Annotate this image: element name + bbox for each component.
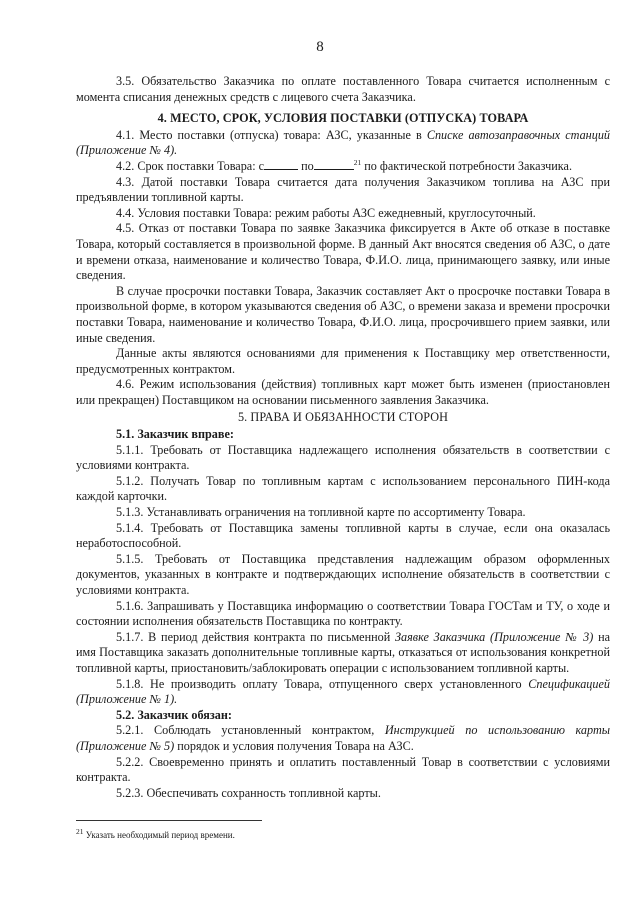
paragraph-5-1-3: 5.1.3. Устанавливать ограничения на топливной карте по ассортименту Товара. [116,505,526,520]
paragraph-5-1-4: 5.1.4. Требовать от Поставщика замены топливной карты в случае, если она оказалась неработоспособной. [76,520,610,551]
paragraph-4-5-delay: В случае просрочки поставки Товара, Заказчик составляет Акт о просрочке поставки Товара в произвольной форме, в котором указываются сведения об АЗС, о времени заказа и времени просрочки поставки Товара, наименование и количество Товара, Ф.И.О. лица, просрочившего прием заявки, или иные сведения. [76,283,610,345]
paragraph-4-6: 4.6. Режим использования (действия) топливных карт может быть изменен (приостановлен или прекращен) Поставщиком на основании письменного заявления Заказчика. [76,377,610,407]
paragraph-5-2-3: 5.2.3. Обеспечивать сохранность топливной карты. [116,785,381,800]
date-blank-from [264,160,298,170]
paragraph-4-1: 4.1. Место поставки (отпуска) товара: АЗС, указанные в Списке автозаправочных станций (Приложение № 4). [76,127,611,158]
paragraph-5-2-2: 5.2.2. Своевременно принять и оплатить поставленный Товар в соответствии с условиями контракта. [76,754,610,785]
footnote-ref: 21 [353,157,362,167]
footnote-text: Указать необходимый период времени. [83,830,235,840]
paragraph-5-1-2: 5.1.2. Получать Товар по топливным картам с использованием персонального ПИН-кода каждой карточки. [76,473,610,504]
date-blank-to [314,160,354,170]
footnote-mark: 21 [76,827,84,836]
paragraph-4-5: 4.5. Отказ от поставки Товара по заявке Заказчика фиксируется в Акте об отказе в поставке Товара, который составляется в произвольной форме. В данный Акт вносятся сведения об АЗС, о дате и времени отказа, наименование и количество Товара, Ф.И.О. лица, принимающего заявку, или иные сведения. [76,221,610,283]
page-content [76,74,610,801]
subsection-5-1-heading: 5.1. Заказчик вправе: [116,427,234,442]
page-number: 8 [316,39,324,55]
section-5-heading: 5. ПРАВА И ОБЯЗАННОСТИ СТОРОН [237,410,449,425]
italic-reference: Спецификацией (Приложение № 1). [76,676,610,707]
paragraph-5-1-6: 5.1.6. Запрашивать у Поставщика информацию о соответствии Товара ГОСТам и ТУ, о ходе и состоянии исполнения обязательств Поставщика по контракту. [76,598,610,629]
paragraph-4-3: 4.3. Датой поставки Товара считается дата получения Заказчиком топлива на АЗС при предъявлении топливной карты. [76,174,610,205]
paragraph-5-1-1: 5.1.1. Требовать от Поставщика надлежащего исполнения обязательств в соответствии с условиями контракта. [76,442,610,473]
italic-reference: Инструкцией по использованию карты (Приложение № 5) [76,723,610,753]
paragraph-4-4: 4.4. Условия поставки Товара: режим работы АЗС ежедневный, круглосуточный. [116,205,536,220]
italic-reference: Заявке Заказчика (Приложение № 3) [395,629,594,644]
section-4-heading: 4. МЕСТО, СРОК, УСЛОВИЯ ПОСТАВКИ (ОТПУСКА) ТОВАРА [157,111,529,126]
subsection-5-2-heading: 5.2. Заказчик обязан: [116,707,232,722]
paragraph-5-1-7: 5.1.7. В период действия контракта по письменной Заявке Заказчика (Приложение № 3) на имя Поставщика заказать дополнительные топливные карты, отказаться от использования конкретной топливной карты, приостановить/заблокировать операции с использованием топливной карты. [76,629,610,675]
paragraph-5-2-1: 5.2.1. Соблюдать установленный контрактом, Инструкцией по использованию карты (Приложение № 5) порядок и условия получения Товара на АЗС. [76,723,610,753]
footnote [76,827,235,841]
paragraph-5-1-8: 5.1.8. Не производить оплату Товара, отпущенного сверх установленного Спецификацией (Приложение № 1). [76,676,610,707]
paragraph-3-5: 3.5. Обязательство Заказчика по оплате поставленного Товара считается исполненным с момента списания денежных средств с лицевого счета Заказчика. [76,74,610,104]
paragraph-5-1-5: 5.1.5. Требовать от Поставщика представления надлежащим образом оформленных документов, указанных в контракте и подтверждающих исполнение обязательств в соответствии с условиями контракта. [76,551,610,597]
paragraph-4-5-acts: Данные акты являются основаниями для применения к Поставщику мер ответственности, предусмотренных контрактом. [76,346,610,376]
italic-reference: Списке автозаправочных станций (Приложение № 4). [76,127,611,158]
paragraph-4-2: 4.2. Срок поставки Товара: с по $^{21}$ по фактической потребности Заказчика. [116,157,572,173]
footnote-separator [76,820,262,821]
